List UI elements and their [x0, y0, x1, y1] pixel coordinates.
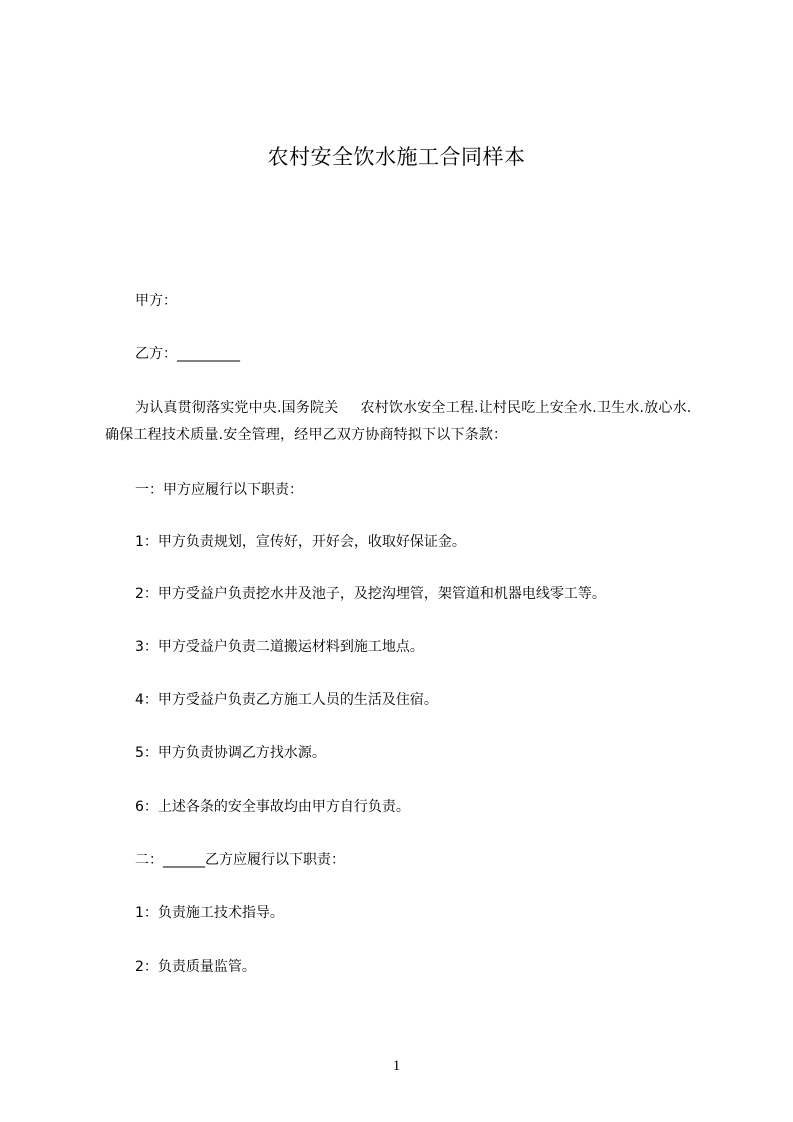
- intro-text-part2: 农村饮水安全工程.让村民吃上安全水.卫生水.放心水.确保工程技术质量.安全管理，经甲乙双方协商特拟下以下条款：: [105, 400, 692, 443]
- section-a-item-2: 2：甲方受益户负责挖水井及池子，及挖沟埋管，架管道和机器电线零工等。: [135, 586, 606, 602]
- section-a-item-5: 5：甲方负责协调乙方找水源。: [135, 745, 326, 761]
- party-b-line: 乙方：_________: [135, 346, 240, 362]
- section-a-item-4: 4：甲方受益户负责乙方施工人员的生活及住宿。: [135, 692, 438, 708]
- document-title: 农村安全饮水施工合同样本: [267, 145, 526, 169]
- section-b-item-2: 2：负责质量监管。: [135, 959, 256, 975]
- section-a-item-6: 6：上述各条的安全事故均由甲方自行负责。: [135, 799, 410, 815]
- intro-text-part1: 为认真贯彻落实党中央.国务院关: [135, 400, 339, 416]
- section-b-item-1: 1：负责施工技术指导。: [135, 905, 284, 921]
- party-a-line: 甲方：: [135, 293, 177, 309]
- section-a-heading: 一：甲方应履行以下职责：: [135, 482, 303, 498]
- page-number: 1: [392, 1058, 401, 1074]
- section-a-item-1: 1：甲方负责规划，宣传好，开好会，收取好保证金。: [135, 534, 466, 550]
- intro-paragraph: [105, 395, 705, 449]
- section-b-heading: 二：______乙方应履行以下职责：: [135, 852, 345, 868]
- section-a-item-3: 3：甲方受益户负责二道搬运材料到施工地点。: [135, 639, 424, 655]
